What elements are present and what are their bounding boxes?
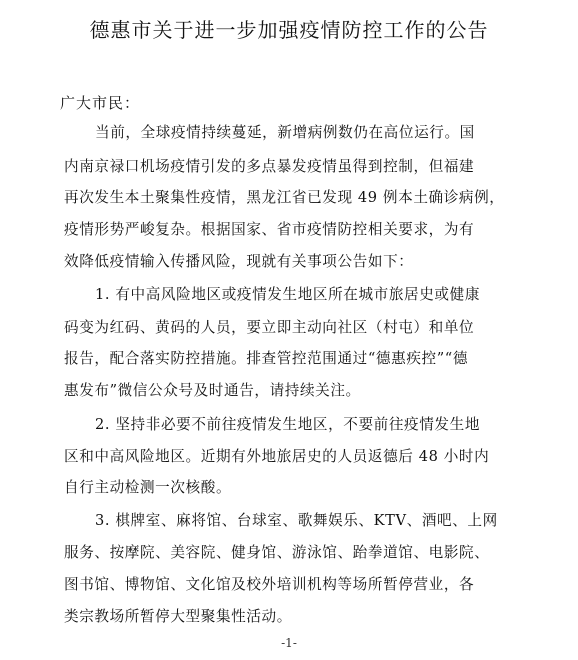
paragraph-line: 1. 有中高风险地区或疫情发生地区所在城市旅居史或健康 [95, 286, 481, 303]
paragraph-line: 当前，全球疫情持续蔓延，新增病例数仍在高位运行。国 [95, 124, 475, 141]
paragraph-line: 图书馆、博物馆、文化馆及校外培训机构等场所暂停营业，各 [64, 576, 475, 593]
paragraph-line: 类宗教场所暂停大型聚集性活动。 [64, 608, 292, 625]
paragraph-line: 服务、按摩院、美容院、健身馆、游泳馆、跆拳道馆、电影院、 [64, 544, 490, 561]
paragraph-line: 惠发布”微信公众号及时通告，请持续关注。 [64, 382, 361, 399]
paragraph-line: 自行主动检测一次核酸。 [64, 479, 232, 496]
paragraph-line: 疫情形势严峻复杂。根据国家、省市疫情防控相关要求，为有 [64, 221, 475, 238]
paragraph-line: 再次发生本土聚集性疫情，黑龙江省已发现 49 例本土确诊病例， [64, 189, 505, 206]
page-number: -1- [281, 636, 297, 650]
paragraph-line: 报告，配合落实防控措施。排查管控范围通过“德惠疾控”“德 [64, 350, 469, 367]
document-title: 德惠市关于进一步加强疫情防控工作的公告 [89, 18, 489, 42]
paragraph-line: 3. 棋牌室、麻将馆、台球室、歌舞娱乐、KTV、酒吧、上网 [95, 512, 498, 529]
paragraph-line: 区和中高风险地区。近期有外地旅居史的人员返德后 48 小时内 [64, 448, 490, 465]
paragraph-line: 2. 坚持非必要不前往疫情发生地区，不要前往疫情发生地 [95, 416, 481, 433]
paragraph-line: 效降低疫情输入传播风险，现就有关事项公告如下： [64, 253, 414, 270]
paragraph-line: 内南京禄口机场疫情引发的多点暴发疫情虽得到控制，但福建 [64, 158, 475, 175]
salutation: 广大市民： [60, 94, 141, 112]
paragraph-line: 码变为红码、黄码的人员，要立即主动向社区（村屯）和单位 [64, 319, 475, 336]
